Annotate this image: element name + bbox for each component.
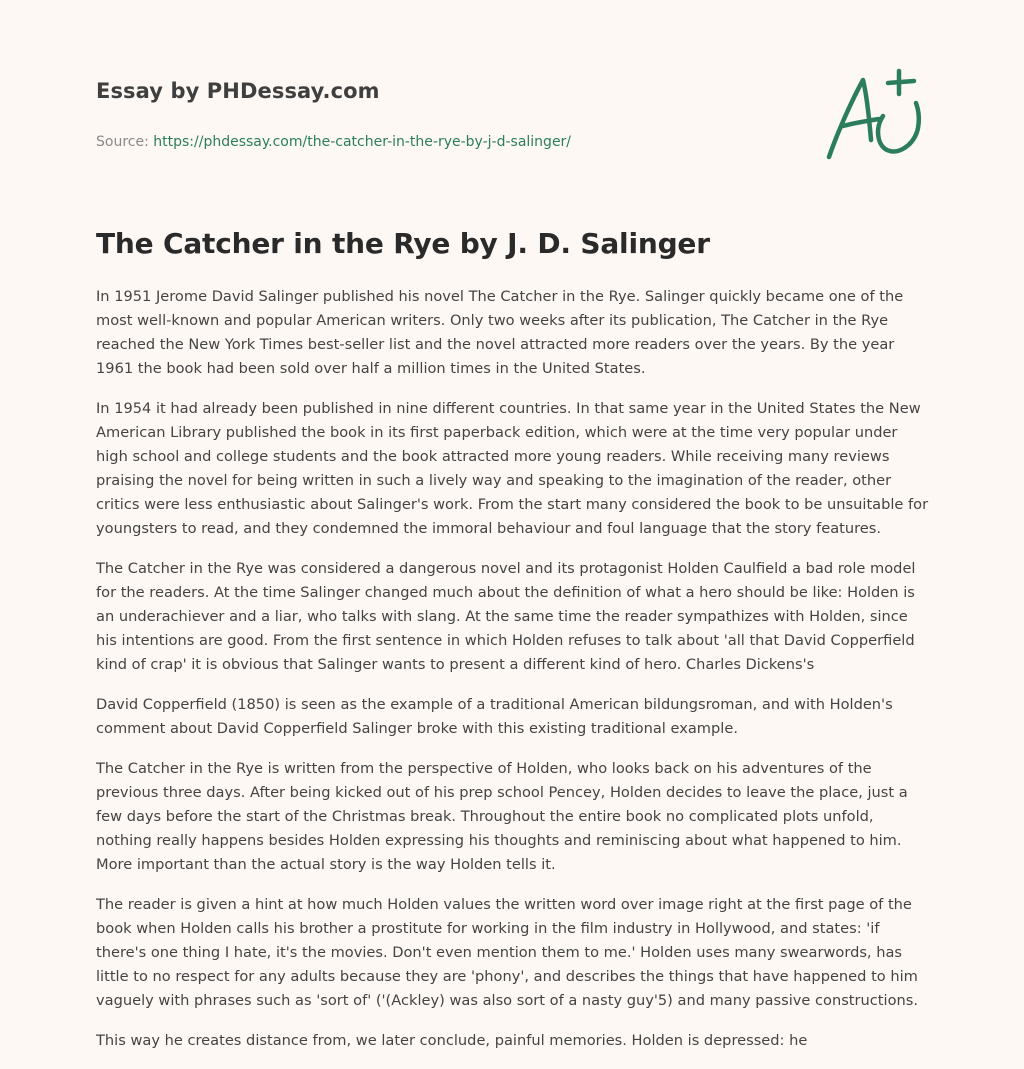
site-brand: Essay by PHDessay.com (96, 79, 380, 103)
essay-paragraph: The Catcher in the Rye was considered a dangerous novel and its protagonist Holden Caulfield a bad role model for the readers. At the time Salinger changed much about the definition of what a hero should be like: Holden is an underachiever and a liar, who talks with slang. At the same time the reader sympathizes with Holden, since his intentions are good. From the first sentence in which Holden refuses to talk about 'all that David Copperfield kind of crap' it is obvious that Salinger wants to present a different kind of hero. Charles Dickens's (96, 560, 916, 673)
essay-paragraph: In 1954 it had already been published in nine different countries. In that same year in the United States the New American Library published the book in its first paperback edition, which were at the time very popular under high school and college students and the book attracted more young readers. While receiving many reviews praising the novel for being written in such a lively way and speaking to the imagination of the reader, other critics were less enthusiastic about Salinger's work. From the start many considered the book to be unsuitable for youngsters to read, and they condemned the immoral behaviour and foul language that the story features. (96, 400, 929, 537)
essay-paragraph: The reader is given a hint at how much Holden values the written word over image right at the first page of the book when Holden calls his brother a prostitute for working in the film industry in Hollywood, and states: 'if there's one thing I hate, it's the movies. Don't even mention them to me.' Holden uses many swearwords, has little to no respect for any adults because they are 'phony', and describes the things that have happened to him vaguely with phrases such as 'sort of' ('(Ackley) was also sort of a nasty guy'5) and many passive constructions. (96, 896, 918, 1009)
essay-paragraph: The Catcher in the Rye is written from the perspective of Holden, who looks back on his adventures of the previous three days. After being kicked out of his prep school Pencey, Holden decides to leave the place, just a few days before the start of the Christmas break. Throughout the entire book no complicated plots unfold, nothing really happens besides Holden expressing his thoughts and reminiscing about what happened to him. More important than the actual story is the way Holden tells it. (96, 760, 908, 873)
site-header (96, 76, 796, 152)
source-line (96, 132, 796, 152)
essay-paragraph: David Copperfield (1850) is seen as the example of a traditional American bildungsroman, and with Holden's comment about David Copperfield Salinger broke with this existing traditional example. (96, 696, 893, 737)
a-plus-grade-icon (818, 66, 930, 166)
essay-paragraph: In 1951 Jerome David Salinger published his novel The Catcher in the Rye. Salinger quickly became one of the most well-known and popular American writers. Only two weeks after its publication, The Catcher in the Rye reached the New York Times best-seller list and the novel attracted more readers over the years. By the year 1961 the book had been sold over half a million times in the United States. (96, 288, 904, 377)
source-label: Source: (96, 134, 154, 150)
essay-title: The Catcher in the Rye by J. D. Salinger (96, 227, 710, 260)
source-link[interactable]: https://phdessay.com/the-catcher-in-the-rye-by-j-d-salinger/ (153, 134, 572, 150)
essay-paragraph: This way he creates distance from, we later conclude, painful memories. Holden is depressed: he (96, 1032, 808, 1049)
essay-body (96, 285, 930, 1069)
